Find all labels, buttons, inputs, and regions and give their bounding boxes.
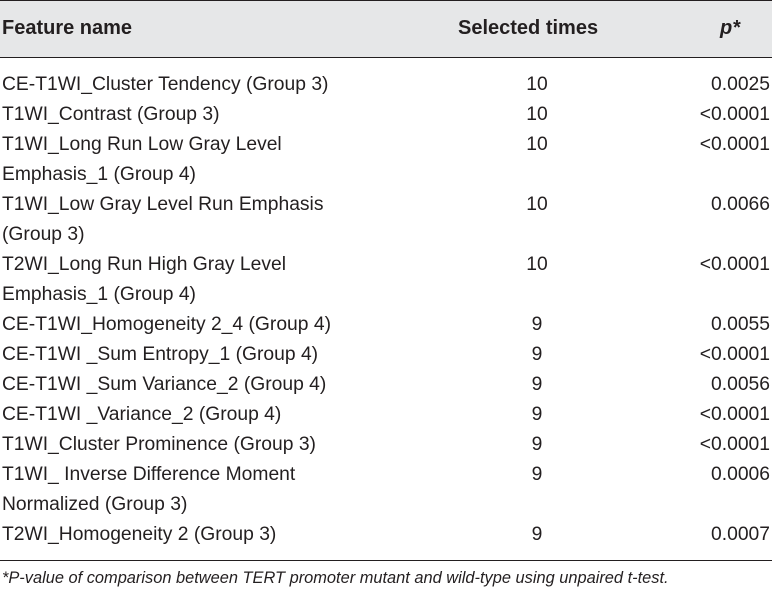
p-value-cell: <0.0001 — [699, 104, 770, 125]
header-rule — [0, 57, 772, 58]
bottom-rule — [0, 560, 772, 561]
selected-times-cell: 9 — [531, 314, 543, 335]
p-value-cell: 0.0006 — [711, 464, 770, 485]
p-value-cell: 0.0066 — [711, 194, 770, 215]
feature-name-cell: CE-T1WI_Cluster Tendency (Group 3) — [2, 74, 329, 95]
feature-name-cell: T1WI_ Inverse Difference Moment — [2, 464, 296, 485]
feature-name-continuation: Emphasis_1 (Group 4) — [2, 164, 196, 185]
p-value-cell: <0.0001 — [699, 254, 770, 275]
p-value-cell: <0.0001 — [699, 134, 770, 155]
selected-times-cell: 10 — [526, 74, 548, 95]
p-value-cell: 0.0007 — [711, 524, 770, 545]
p-value-cell: 0.0025 — [711, 74, 770, 95]
header-p-value: p* — [720, 17, 740, 39]
selected-times-cell: 9 — [531, 434, 543, 455]
header-selected-times: Selected times — [458, 17, 599, 39]
feature-name-cell: T2WI_Homogeneity 2 (Group 3) — [2, 524, 277, 545]
header-feature-name: Feature name — [2, 17, 133, 39]
feature-name-continuation: Emphasis_1 (Group 4) — [2, 284, 196, 305]
selected-times-cell: 9 — [531, 404, 543, 425]
feature-name-cell: CE-T1WI _Variance_2 (Group 4) — [2, 404, 282, 425]
selected-times-cell: 10 — [526, 104, 548, 125]
p-value-cell: <0.0001 — [699, 404, 770, 425]
selected-times-cell: 10 — [526, 194, 548, 215]
feature-name-continuation: Normalized (Group 3) — [2, 494, 188, 515]
feature-name-cell: T1WI_Long Run Low Gray Level — [2, 134, 282, 155]
feature-name-cell: CE-T1WI _Sum Variance_2 (Group 4) — [2, 374, 327, 395]
selected-times-cell: 10 — [526, 254, 548, 275]
selected-times-cell: 9 — [531, 374, 543, 395]
feature-name-cell: T1WI_Low Gray Level Run Emphasis — [2, 194, 324, 215]
feature-name-cell: T2WI_Long Run High Gray Level — [2, 254, 287, 275]
feature-name-cell: T1WI_Cluster Prominence (Group 3) — [2, 434, 316, 455]
p-value-cell: 0.0056 — [711, 374, 770, 395]
p-value-cell: <0.0001 — [699, 434, 770, 455]
selected-times-cell: 9 — [531, 344, 543, 365]
top-rule — [0, 0, 772, 1]
p-value-cell: 0.0055 — [711, 314, 770, 335]
selected-times-cell: 9 — [531, 464, 543, 485]
feature-name-continuation: (Group 3) — [2, 224, 85, 245]
selected-times-cell: 9 — [531, 524, 543, 545]
selected-times-cell: 10 — [526, 134, 548, 155]
feature-name-cell: CE-T1WI_Homogeneity 2_4 (Group 4) — [2, 314, 331, 335]
feature-name-cell: T1WI_Contrast (Group 3) — [2, 104, 220, 125]
p-value-cell: <0.0001 — [699, 344, 770, 365]
table-footnote: *P-value of comparison between TERT promoter mutant and wild-type using unpaired t-test. — [2, 569, 669, 587]
feature-name-cell: CE-T1WI _Sum Entropy_1 (Group 4) — [2, 344, 319, 365]
